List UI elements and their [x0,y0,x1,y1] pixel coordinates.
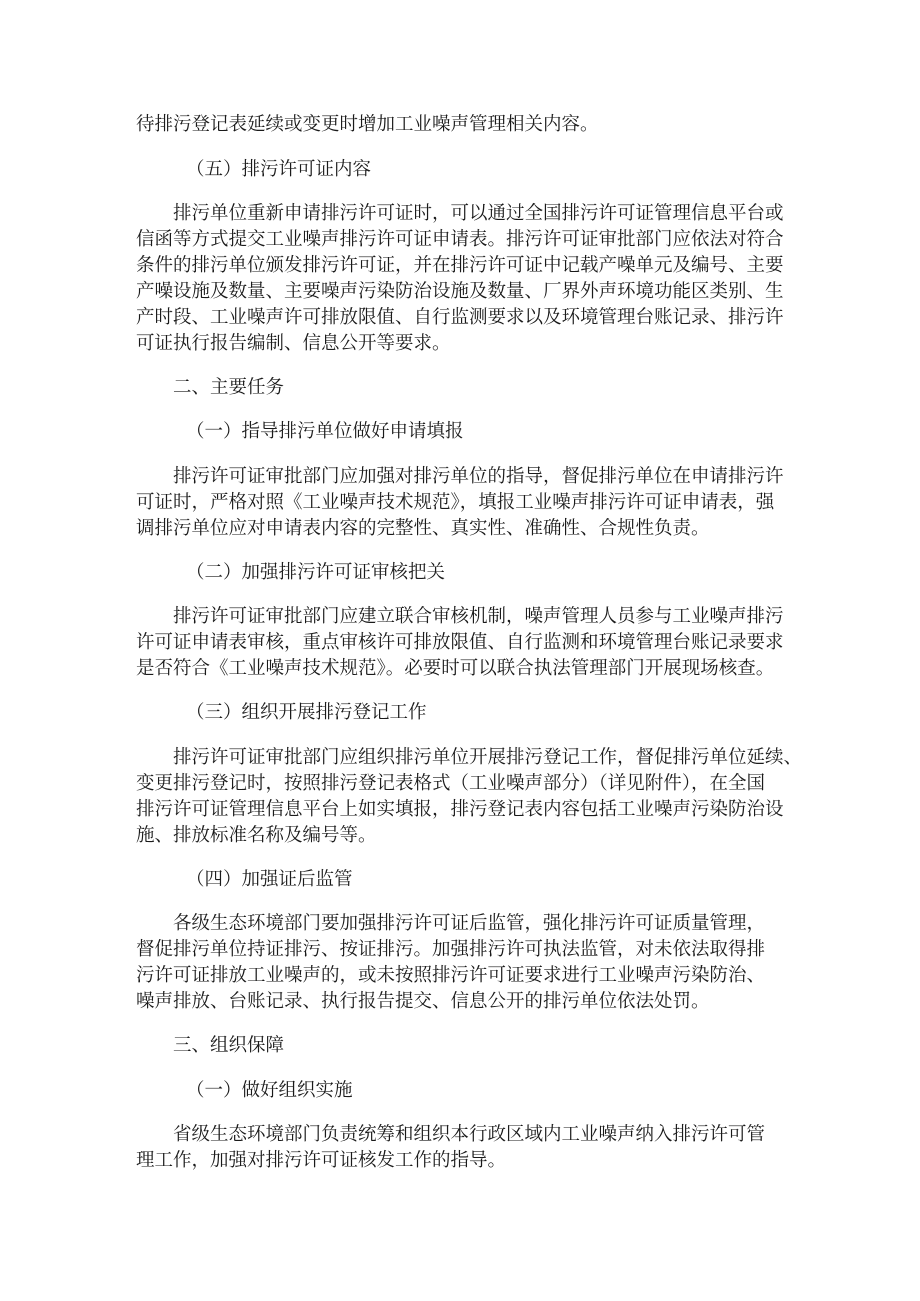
paragraph-line: 噪声排放、台账记录、执行报告提交、信息公开的排污单位依法处罚。 [136,991,710,1012]
continuation-text: 待排污登记表延续或变更时增加工业噪声管理相关内容。 [136,114,599,135]
paragraph-line: 督促排污单位持证排污、按证排污。加强排污许可执法监管，对未依法取得排 [136,939,766,960]
part-2-heading: 二、主要任务 [173,377,285,398]
paragraph-line: 产噪设施及数量、主要噪声污染防治设施及数量、厂界外声环境功能区类别、生 [136,281,784,302]
paragraph-line: 污许可证排放工业噪声的，或未按照排污许可证要求进行工业噪声污染防治、 [136,965,766,986]
paragraph-line: 信函等方式提交工业噪声排污许可证申请表。排污许可证审批部门应依法对符合 [136,229,784,250]
paragraph-line: 排污许可证审批部门应建立联合审核机制，噪声管理人员参与工业噪声排污 [173,606,784,627]
paragraph-line: 排污单位重新申请排污许可证时，可以通过全国排污许可证管理信息平台或 [173,203,784,224]
task-3-heading: （三）组织开展排污登记工作 [186,702,427,723]
paragraph-line: 省级生态环境部门负责统筹和组织本行政区域内工业噪声纳入排污许可管 [173,1124,766,1145]
paragraph-line: 变更排污登记时，按照排污登记表格式（工业噪声部分）（详见附件），在全国 [136,773,766,794]
task-4-heading: （四）加强证后监管 [186,869,353,890]
paragraph-line: 产时段、工业噪声许可排放限值、自行监测要求以及环境管理台账记录、排污许 [136,307,784,328]
paragraph-line: 排污许可证审批部门应组织排污单位开展排污登记工作，督促排污单位延续、 [173,747,803,768]
paragraph-line: 是否符合《工业噪声技术规范》。必要时可以联合执法管理部门开展现场核查。 [136,658,775,679]
paragraph-line: 可证时，严格对照《工业噪声技术规范》，填报工业噪声排污许可证申请表，强 [136,492,775,513]
paragraph-line: 许可证申请表审核，重点审核许可排放限值、自行监测和环境管理台账记录要求 [136,632,784,653]
part-3-heading: 三、组织保障 [173,1035,285,1056]
paragraph-line: 排污许可证管理信息平台上如实填报，排污登记表内容包括工业噪声污染防治设 [136,799,784,820]
paragraph-line: 调排污单位应对申请表内容的完整性、真实性、准确性、合规性负责。 [136,518,710,539]
paragraph-line: 各级生态环境部门要加强排污许可证后监管，强化排污许可证质量管理， [173,913,766,934]
section-5-heading: （五）排污许可证内容 [186,159,372,180]
guarantee-1-heading: （一）做好组织实施 [186,1080,353,1101]
paragraph-line: 可证执行报告编制、信息公开等要求。 [136,333,451,354]
paragraph-line: 理工作，加强对排污许可证核发工作的指导。 [136,1150,507,1171]
paragraph-line: 施、排放标准名称及编号等。 [136,825,377,846]
paragraph-line: 条件的排污单位颁发排污许可证，并在排污许可证中记载产噪单元及编号、主要 [136,255,784,276]
task-1-heading: （一）指导排污单位做好申请填报 [186,421,464,442]
paragraph-line: 排污许可证审批部门应加强对排污单位的指导，督促排污单位在申请排污许 [173,466,784,487]
task-2-heading: （二）加强排污许可证审核把关 [186,562,446,583]
